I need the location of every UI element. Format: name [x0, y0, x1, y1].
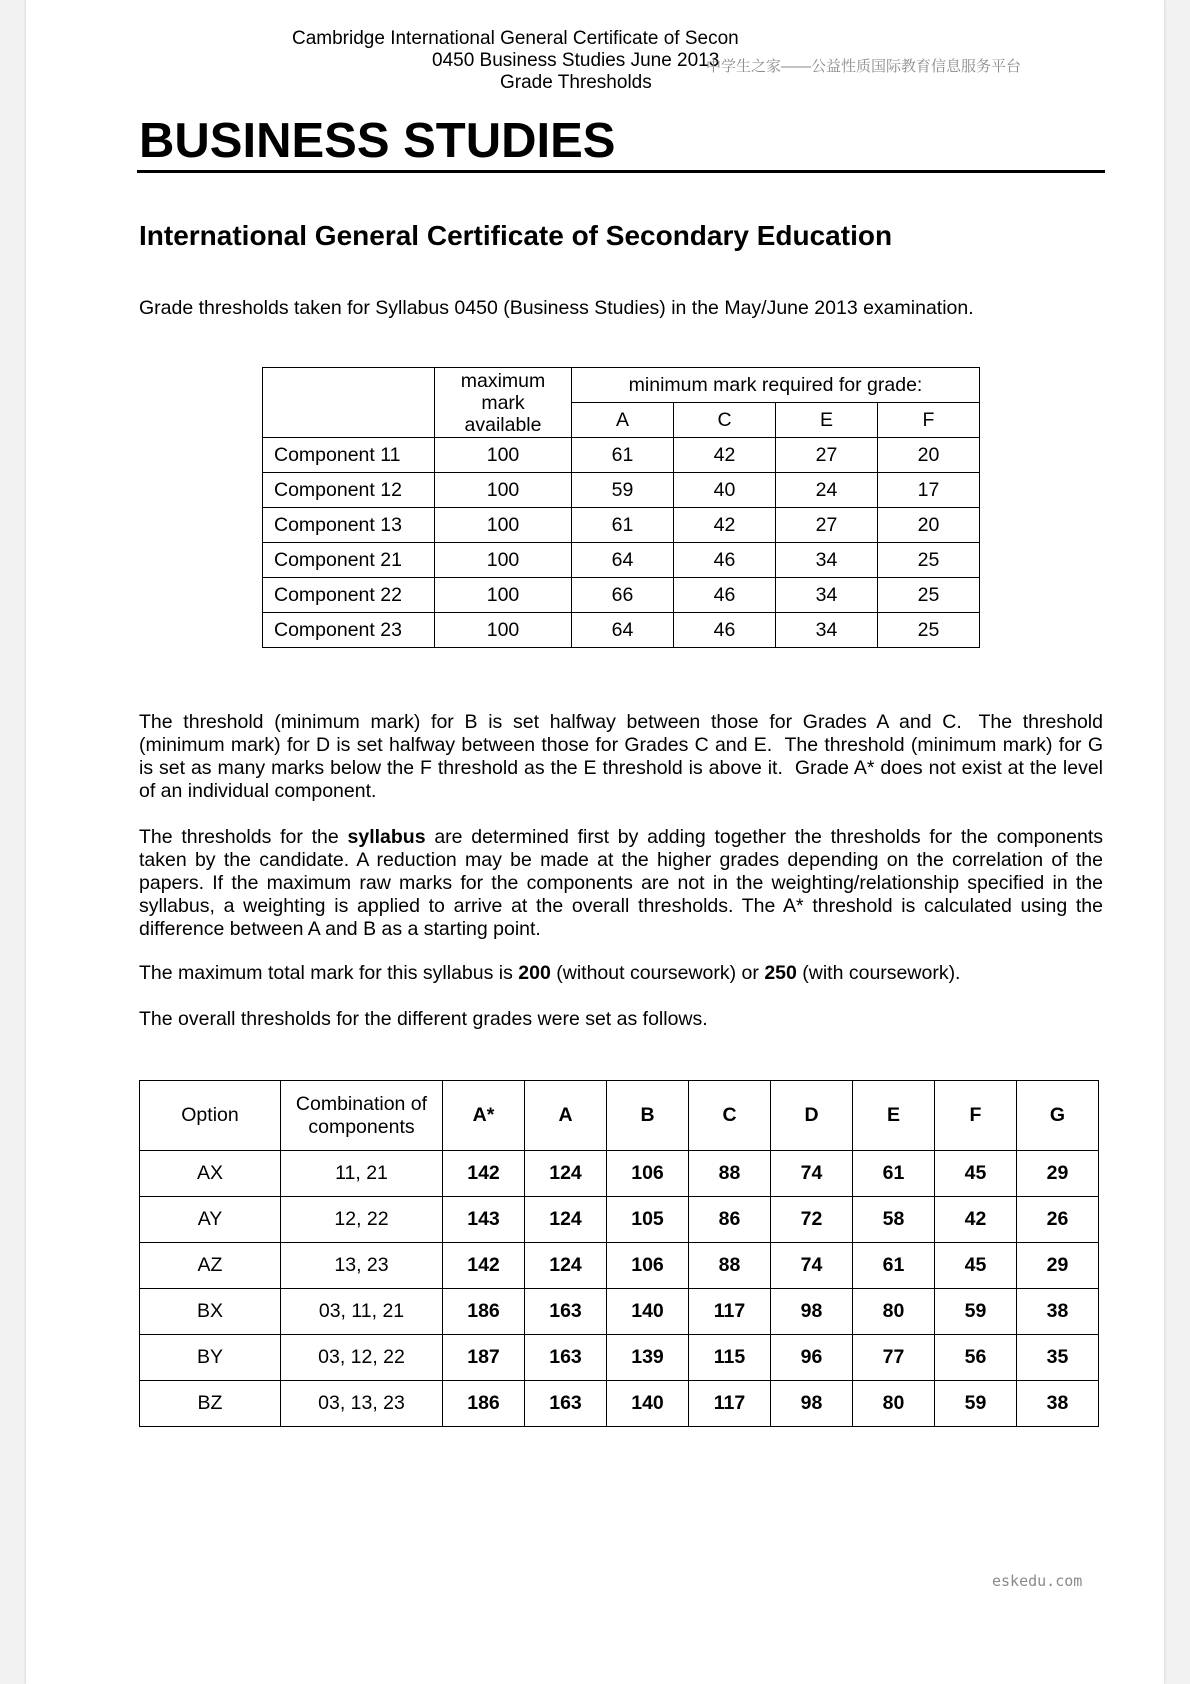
header-line-3: Grade Thresholds	[500, 72, 652, 93]
threshold-cell: 124	[525, 1151, 607, 1197]
threshold-cell: 186	[443, 1381, 525, 1427]
option-cell: AX	[140, 1151, 281, 1197]
table-row	[140, 1243, 1099, 1289]
grade-cell: 40	[674, 473, 776, 508]
threshold-cell: 98	[771, 1381, 853, 1427]
threshold-cell: 35	[1017, 1335, 1099, 1381]
max-mark-header-line: available	[464, 413, 542, 436]
threshold-cell: 59	[935, 1289, 1017, 1335]
bold-value: 250	[764, 962, 797, 984]
option-cell: AZ	[140, 1243, 281, 1289]
option-cell: AY	[140, 1197, 281, 1243]
sentence: The threshold (minimum mark) for D is set halfway between those for Grades C and E.	[139, 711, 1103, 756]
min-mark-header: minimum mark required for grade:	[572, 368, 980, 403]
option-cell: BZ	[140, 1381, 281, 1427]
grade-cell: 17	[878, 473, 980, 508]
grade-cell: 20	[878, 438, 980, 473]
table-row	[263, 438, 980, 473]
table-row	[263, 578, 980, 613]
max-mark-cell: 100	[435, 613, 572, 648]
threshold-cell: 115	[689, 1335, 771, 1381]
threshold-cell: 124	[525, 1197, 607, 1243]
threshold-cell: 61	[853, 1151, 935, 1197]
text-run: The maximum total mark for this syllabus is	[139, 962, 519, 984]
threshold-cell: 74	[771, 1243, 853, 1289]
max-mark-header	[435, 368, 572, 438]
max-mark-cell: 100	[435, 543, 572, 578]
option-header: Option	[140, 1081, 281, 1151]
threshold-cell: 29	[1017, 1151, 1099, 1197]
grade-header: B	[607, 1081, 689, 1151]
threshold-cell: 96	[771, 1335, 853, 1381]
threshold-cell: 88	[689, 1243, 771, 1289]
grade-cell: 61	[572, 438, 674, 473]
empty-header-cell	[263, 368, 435, 438]
grade-cell: 64	[572, 613, 674, 648]
grade-cell: 24	[776, 473, 878, 508]
document-subtitle: International General Certificate of Secondary Education	[139, 220, 893, 251]
table-header-row	[140, 1081, 1099, 1151]
threshold-cell: 74	[771, 1151, 853, 1197]
combination-header-line: Combination of	[295, 1092, 428, 1115]
title-rule	[137, 170, 1105, 173]
combination-cell: 03, 12, 22	[281, 1335, 443, 1381]
intro-text: Grade thresholds taken for Syllabus 0450 (Business Studies) in the May/June 2013 examination.	[139, 297, 974, 319]
threshold-cell: 187	[443, 1335, 525, 1381]
grade-header: F	[935, 1081, 1017, 1151]
combination-header-line: components	[308, 1115, 415, 1138]
component-label: Component 23	[263, 613, 435, 648]
grade-header: C	[689, 1081, 771, 1151]
component-threshold-table	[262, 367, 980, 648]
max-mark-header-line: mark	[481, 391, 525, 414]
max-mark-cell: 100	[435, 438, 572, 473]
max-mark-cell: 100	[435, 508, 572, 543]
grade-cell: 66	[572, 578, 674, 613]
grade-header: A*	[443, 1081, 525, 1151]
footer-site: eskedu.com	[992, 1572, 1083, 1590]
text-run: The thresholds for the	[139, 826, 348, 848]
text-run: (with coursework).	[796, 962, 961, 984]
threshold-cell: 106	[607, 1243, 689, 1289]
threshold-cell: 142	[443, 1243, 525, 1289]
text-run: are determined first by adding together the thresholds for the components taken by the candidate. A reduction may be made at the higher grades depending on the correlation of the papers. If the maximum raw marks for the components are not in the weighting/relationship specified in the syllabus, a weighting is applied to arrive at the overall thresholds. The A* threshold is calculated using the difference between A and B as a starting point.	[139, 826, 1103, 940]
grade-cell: 46	[674, 613, 776, 648]
table-row	[140, 1381, 1099, 1427]
threshold-cell: 105	[607, 1197, 689, 1243]
max-mark-header-line: maximum	[460, 369, 546, 392]
threshold-cell: 58	[853, 1197, 935, 1243]
threshold-cell: 163	[525, 1289, 607, 1335]
threshold-cell: 142	[443, 1151, 525, 1197]
table-row	[140, 1151, 1099, 1197]
bold-value: 200	[518, 962, 551, 984]
threshold-cell: 106	[607, 1151, 689, 1197]
document-title: BUSINESS STUDIES	[139, 114, 616, 168]
grade-cell: 34	[776, 543, 878, 578]
table-row	[263, 508, 980, 543]
watermark: 中学生之家——公益性质国际教育信息服务平台	[706, 58, 1022, 75]
threshold-cell: 38	[1017, 1289, 1099, 1335]
combination-cell: 03, 13, 23	[281, 1381, 443, 1427]
grade-cell: 27	[776, 438, 878, 473]
max-mark-cell: 100	[435, 578, 572, 613]
combination-cell: 13, 23	[281, 1243, 443, 1289]
table-row	[140, 1197, 1099, 1243]
threshold-cell: 29	[1017, 1243, 1099, 1289]
threshold-cell: 139	[607, 1335, 689, 1381]
threshold-cell: 61	[853, 1243, 935, 1289]
threshold-cell: 88	[689, 1151, 771, 1197]
grade-cell: 25	[878, 613, 980, 648]
paragraph-overall-intro: The overall thresholds for the different grades were set as follows.	[139, 1008, 708, 1030]
threshold-cell: 163	[525, 1335, 607, 1381]
grade-cell: 46	[674, 578, 776, 613]
threshold-cell: 45	[935, 1151, 1017, 1197]
threshold-cell: 26	[1017, 1197, 1099, 1243]
component-label: Component 13	[263, 508, 435, 543]
threshold-cell: 42	[935, 1197, 1017, 1243]
grade-cell: 59	[572, 473, 674, 508]
table-row	[263, 473, 980, 508]
threshold-cell: 86	[689, 1197, 771, 1243]
grade-cell: 20	[878, 508, 980, 543]
threshold-cell: 140	[607, 1289, 689, 1335]
threshold-cell: 124	[525, 1243, 607, 1289]
grade-cell: 46	[674, 543, 776, 578]
grade-header-c: C	[674, 403, 776, 438]
threshold-cell: 117	[689, 1381, 771, 1427]
text-run: (without coursework) or	[550, 962, 765, 984]
component-label: Component 22	[263, 578, 435, 613]
component-label: Component 12	[263, 473, 435, 508]
grade-header: G	[1017, 1081, 1099, 1151]
paragraph-threshold-rules	[139, 711, 1103, 803]
combination-cell: 12, 22	[281, 1197, 443, 1243]
header-line-2: 0450 Business Studies June 2013	[432, 50, 720, 71]
grade-cell: 34	[776, 578, 878, 613]
grade-cell: 25	[878, 578, 980, 613]
bold-term: syllabus	[347, 826, 426, 848]
combination-cell: 03, 11, 21	[281, 1289, 443, 1335]
threshold-cell: 77	[853, 1335, 935, 1381]
sentence: The threshold (minimum mark) for G is set as many marks below the F threshold as the E threshold is above it.	[139, 734, 1103, 779]
table-row	[140, 1335, 1099, 1381]
component-label: Component 21	[263, 543, 435, 578]
grade-cell: 42	[674, 438, 776, 473]
grade-cell: 34	[776, 613, 878, 648]
threshold-cell: 59	[935, 1381, 1017, 1427]
sentence: Grade A* does not exist at the level of an individual component.	[139, 757, 1104, 802]
threshold-cell: 186	[443, 1289, 525, 1335]
grade-header-a: A	[572, 403, 674, 438]
header-line-1: Cambridge International General Certificate of Secon	[292, 28, 739, 49]
document-page	[26, 0, 1164, 1684]
grade-header-e: E	[776, 403, 878, 438]
threshold-cell: 163	[525, 1381, 607, 1427]
table-row	[140, 1289, 1099, 1335]
grade-cell: 27	[776, 508, 878, 543]
paragraph-max-total	[139, 962, 1103, 985]
grade-header-f: F	[878, 403, 980, 438]
threshold-cell: 45	[935, 1243, 1017, 1289]
threshold-cell: 80	[853, 1289, 935, 1335]
grade-header: D	[771, 1081, 853, 1151]
table-header-row	[263, 368, 980, 403]
threshold-cell: 140	[607, 1381, 689, 1427]
grade-cell: 64	[572, 543, 674, 578]
threshold-cell: 38	[1017, 1381, 1099, 1427]
paragraph-syllabus-thresholds	[139, 826, 1103, 941]
table-row	[263, 613, 980, 648]
option-cell: BX	[140, 1289, 281, 1335]
threshold-cell: 143	[443, 1197, 525, 1243]
option-cell: BY	[140, 1335, 281, 1381]
sentence: The threshold (minimum mark) for B is set halfway between those for Grades A and C.	[139, 711, 962, 733]
max-mark-cell: 100	[435, 473, 572, 508]
threshold-cell: 117	[689, 1289, 771, 1335]
grade-header: A	[525, 1081, 607, 1151]
threshold-cell: 80	[853, 1381, 935, 1427]
threshold-cell: 98	[771, 1289, 853, 1335]
grade-cell: 42	[674, 508, 776, 543]
threshold-cell: 72	[771, 1197, 853, 1243]
grade-header: E	[853, 1081, 935, 1151]
combination-cell: 11, 21	[281, 1151, 443, 1197]
threshold-cell: 56	[935, 1335, 1017, 1381]
overall-threshold-table	[139, 1080, 1099, 1427]
table-row	[263, 543, 980, 578]
component-label: Component 11	[263, 438, 435, 473]
grade-cell: 25	[878, 543, 980, 578]
combination-header	[281, 1081, 443, 1151]
grade-cell: 61	[572, 508, 674, 543]
